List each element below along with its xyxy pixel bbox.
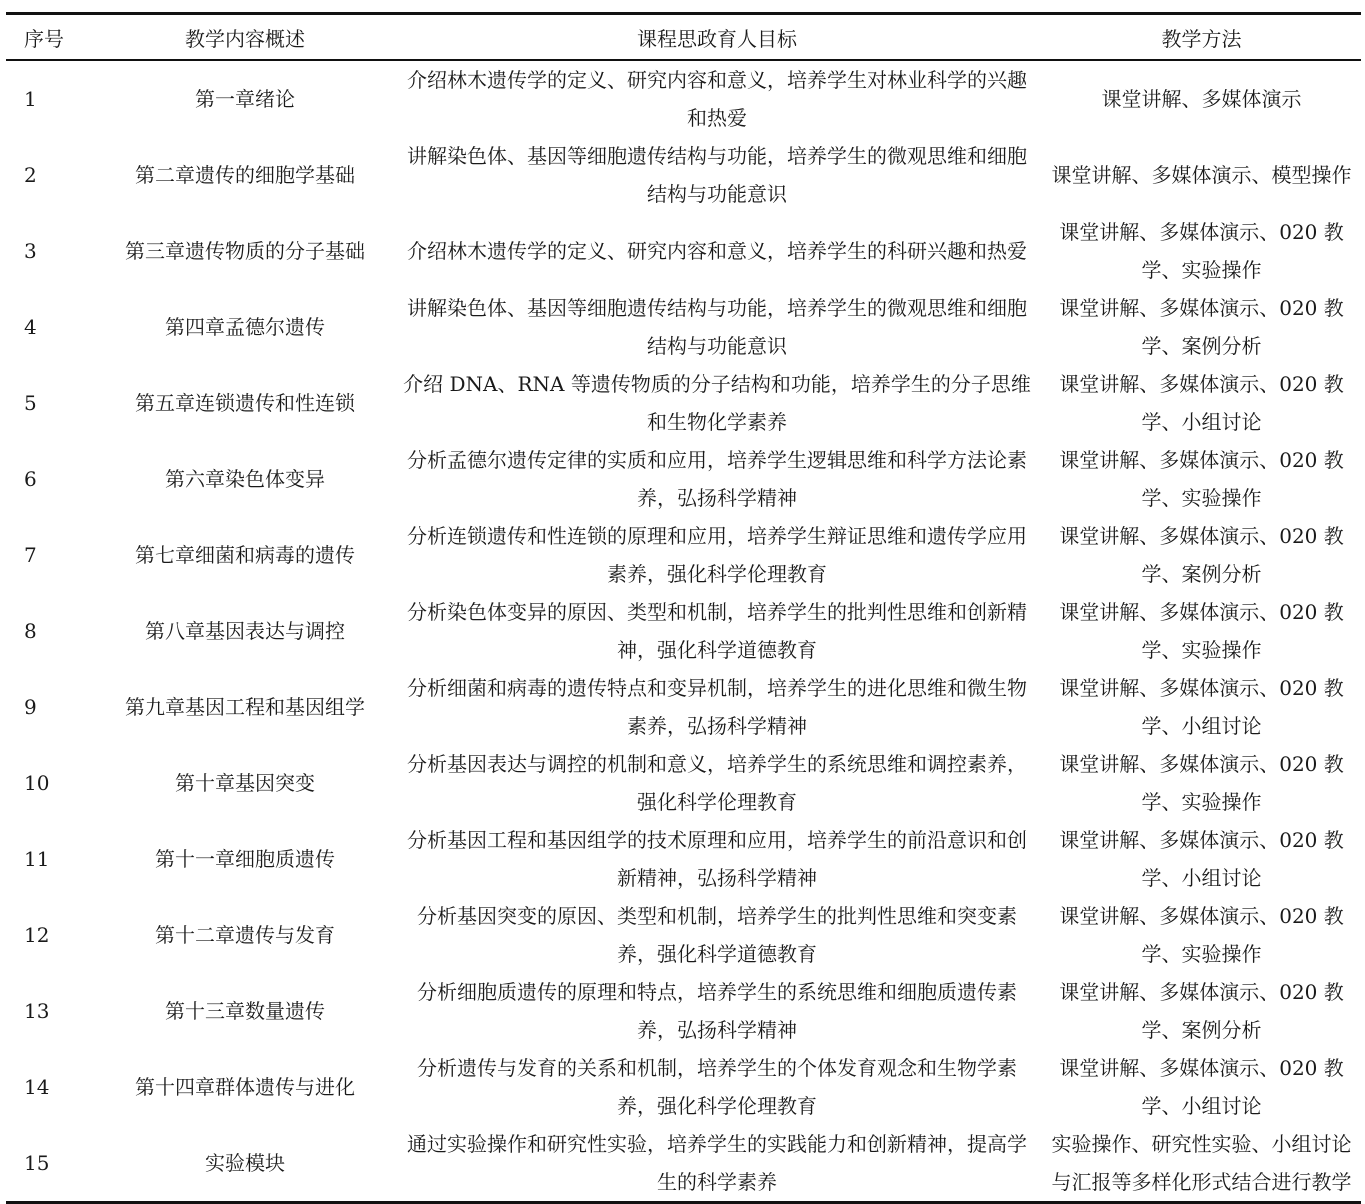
row-method: 课堂讲解、多媒体演示、020 教学、小组讨论 — [1059, 372, 1344, 434]
row-number: 5 — [24, 391, 37, 415]
table-row — [6, 365, 1361, 441]
row-number: 12 — [24, 923, 50, 947]
row-goal: 分析细菌和病毒的遗传特点和变异机制，培养学生的进化思维和微生物素养，弘扬科学精神 — [407, 676, 1027, 738]
row-method: 课堂讲解、多媒体演示、020 教学、实验操作 — [1059, 600, 1344, 662]
row-content: 第四章孟德尔遗传 — [165, 315, 325, 339]
row-number: 7 — [24, 543, 37, 567]
row-content: 第六章染色体变异 — [165, 467, 325, 491]
row-content: 第十四章群体遗传与进化 — [135, 1075, 355, 1099]
table-row — [6, 441, 1361, 517]
row-goal: 介绍林木遗传学的定义、研究内容和意义，培养学生的科研兴趣和热爱 — [407, 239, 1027, 263]
header-no: 序号 — [6, 14, 98, 61]
row-goal: 分析遗传与发育的关系和机制，培养学生的个体发育观念和生物学素养，强化科学伦理教育 — [417, 1056, 1017, 1118]
row-number: 9 — [24, 695, 37, 719]
table-row — [6, 821, 1361, 897]
row-content: 第二章遗传的细胞学基础 — [135, 163, 355, 187]
table-row — [6, 593, 1361, 669]
row-number: 3 — [24, 239, 37, 263]
row-goal: 讲解染色体、基因等细胞遗传结构与功能，培养学生的微观思维和细胞结构与功能意识 — [407, 144, 1027, 206]
row-method: 课堂讲解、多媒体演示、020 教学、实验操作 — [1059, 448, 1344, 510]
header-method: 教学方法 — [1042, 14, 1361, 61]
row-method: 实验操作、研究性实验、小组讨论与汇报等多样化形式结合进行教学 — [1042, 1125, 1361, 1203]
table-row — [6, 60, 1361, 137]
row-method: 课堂讲解、多媒体演示、020 教学、实验操作 — [1059, 904, 1344, 966]
row-method: 课堂讲解、多媒体演示、模型操作 — [1051, 163, 1352, 187]
table-row — [6, 213, 1361, 289]
row-number: 4 — [24, 315, 37, 339]
row-number: 15 — [6, 1125, 98, 1203]
row-method: 课堂讲解、多媒体演示、020 教学、案例分析 — [1059, 296, 1344, 358]
row-method: 课堂讲解、多媒体演示 — [1101, 87, 1302, 111]
row-content: 第三章遗传物质的分子基础 — [125, 239, 365, 263]
row-goal: 分析细胞质遗传的原理和特点，培养学生的系统思维和细胞质遗传素养，弘扬科学精神 — [417, 980, 1017, 1042]
row-goal: 通过实验操作和研究性实验，培养学生的实践能力和创新精神，提高学生的科学素养 — [392, 1125, 1042, 1203]
table-row — [6, 289, 1361, 365]
row-number: 8 — [24, 619, 37, 643]
row-method: 课堂讲解、多媒体演示、020 教学、案例分析 — [1059, 980, 1344, 1042]
header-goal: 课程思政育人目标 — [392, 14, 1042, 61]
row-content: 第十二章遗传与发育 — [155, 923, 335, 947]
row-goal: 介绍 DNA、RNA 等遗传物质的分子结构和功能，培养学生的分子思维和生物化学素养 — [403, 372, 1031, 434]
table-row — [6, 973, 1361, 1049]
row-content: 第七章细菌和病毒的遗传 — [135, 543, 355, 567]
row-goal: 分析基因表达与调控的机制和意义，培养学生的系统思维和调控素养，强化科学伦理教育 — [407, 752, 1027, 814]
row-goal: 分析染色体变异的原因、类型和机制，培养学生的批判性思维和创新精神，强化科学道德教育 — [407, 600, 1027, 662]
row-content: 第十一章细胞质遗传 — [155, 847, 335, 871]
table-body — [6, 60, 1361, 1203]
row-number: 1 — [24, 87, 37, 111]
row-goal: 分析孟德尔遗传定律的实质和应用，培养学生逻辑思维和科学方法论素养，弘扬科学精神 — [407, 448, 1027, 510]
row-content: 第五章连锁遗传和性连锁 — [135, 391, 355, 415]
row-content: 第八章基因表达与调控 — [145, 619, 345, 643]
curriculum-table — [6, 12, 1361, 1204]
table-header-row — [6, 14, 1361, 61]
row-method: 课堂讲解、多媒体演示、020 教学、小组讨论 — [1059, 1056, 1344, 1118]
row-goal: 讲解染色体、基因等细胞遗传结构与功能，培养学生的微观思维和细胞结构与功能意识 — [407, 296, 1027, 358]
row-content: 第十三章数量遗传 — [165, 999, 325, 1023]
table-row — [6, 1049, 1361, 1125]
row-content: 第十章基因突变 — [175, 771, 315, 795]
row-goal: 介绍林木遗传学的定义、研究内容和意义，培养学生对林业科学的兴趣和热爱 — [407, 68, 1027, 130]
row-number: 13 — [24, 999, 50, 1023]
row-content: 实验模块 — [98, 1125, 392, 1203]
row-content: 第九章基因工程和基因组学 — [125, 695, 365, 719]
header-content: 教学内容概述 — [98, 14, 392, 61]
table-row — [6, 1125, 1361, 1203]
row-goal: 分析基因工程和基因组学的技术原理和应用，培养学生的前沿意识和创新精神，弘扬科学精神 — [407, 828, 1027, 890]
table-row — [6, 669, 1361, 745]
table-row — [6, 897, 1361, 973]
row-goal: 分析基因突变的原因、类型和机制，培养学生的批判性思维和突变素养，强化科学道德教育 — [417, 904, 1017, 966]
table-row — [6, 745, 1361, 821]
row-number: 2 — [24, 163, 37, 187]
row-method: 课堂讲解、多媒体演示、020 教学、案例分析 — [1059, 524, 1344, 586]
row-number: 11 — [24, 847, 50, 871]
row-content: 第一章绪论 — [195, 87, 295, 111]
row-method: 课堂讲解、多媒体演示、020 教学、实验操作 — [1059, 220, 1344, 282]
row-method: 课堂讲解、多媒体演示、020 教学、小组讨论 — [1059, 828, 1344, 890]
row-number: 14 — [24, 1075, 50, 1099]
row-number: 6 — [24, 467, 37, 491]
row-method: 课堂讲解、多媒体演示、020 教学、小组讨论 — [1059, 676, 1344, 738]
table-row — [6, 517, 1361, 593]
row-number: 10 — [24, 771, 50, 795]
row-goal: 分析连锁遗传和性连锁的原理和应用，培养学生辩证思维和遗传学应用素养，强化科学伦理教育 — [407, 524, 1027, 586]
row-method: 课堂讲解、多媒体演示、020 教学、实验操作 — [1059, 752, 1344, 814]
table-row — [6, 137, 1361, 213]
